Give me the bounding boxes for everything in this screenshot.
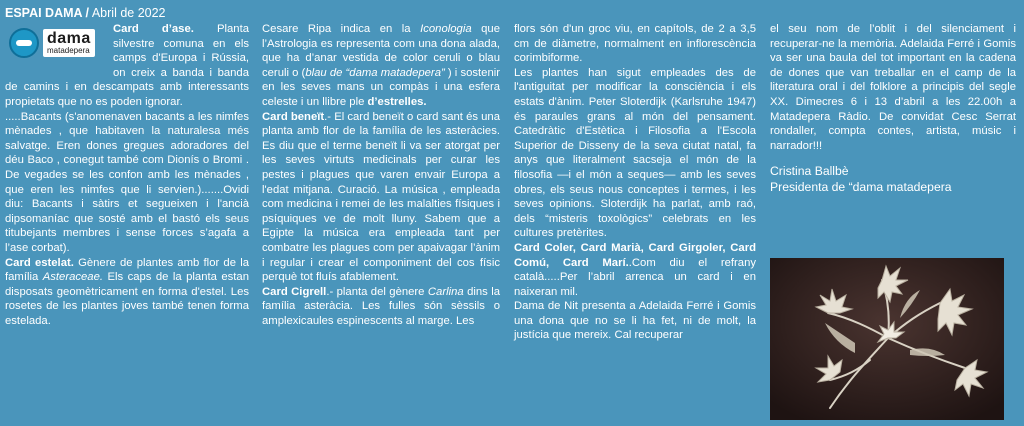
paragraph-flors: flors són d'un groc viu, en capítols, de 2 a 3,5 cm de diàmetre, normalment en inflorescència corimbiforme. xyxy=(514,23,756,65)
text-ripa-a: Cesare Ripa indica en la xyxy=(262,23,421,35)
text-iconologia: Iconologia xyxy=(420,23,472,35)
text-blau-dama: blau de “dama matadepera” xyxy=(305,66,445,79)
column-2 xyxy=(262,22,500,426)
column-1 xyxy=(5,6,249,426)
author-role: Presidenta de “dama matadepera xyxy=(770,180,952,195)
paragraph-card-beneit xyxy=(262,110,500,285)
term-card-coler: Card Coler, Card Marià, Card Girgoler, Card Comú, Card Marí. xyxy=(514,241,756,269)
text-card-dase: Planta silvestre comuna en els camps d'Europa i Rússia, on creix a banda i banda de camins i en descampats amb interessants propietats que no es poden ignorar. xyxy=(5,23,250,108)
paragraph-card-coler xyxy=(514,241,756,299)
text-card-beneit: .- El card beneït o card sant és una planta amb flor de la família de les asteràcies. Es diu que el terme beneït li va ser atorgat per les seves virtuts medicinals per curar les pestes i plagues que varen envair Europa a l'edat mitjana. Curació. La música , empleada com medicina i remei de les malalties físiques i psíquiques ve de molt lluny. Sabem que a Egipte la música era empleada tant per combatre les plagues com per apaivagar l’ànim i regular i crear el componiment del cos físic perquè tot fluís afablement. xyxy=(262,110,500,284)
column-3 xyxy=(514,22,756,426)
issue-date: Abril de 2022 xyxy=(91,6,166,20)
paragraph-sloterdijk: Les plantes han sigut empleades des de l'antiguitat per modificar la consciència i els estats d'ànim. Peter Sloterdijk (Karlsruhe 1947) és paraules grans al món del pensament. Catedràtic d'Estètica i Filosofia a l'Escola Superior de Disseny de la seva ciutat natal, fa anys que literalment sacseja el món de la filosofia —i el món a seques— amb les seves obres, els seus nous conceptes i termes, i les seves opinions. Sloterdijk ha parlat, amb raó, dels “misteris toxològics” celebrats en les cultures pretèrites. xyxy=(514,66,756,240)
paragraph-bacants: .....Bacants (s'anomenaven bacants a les nimfes mènades , que habitaven la naturalesa més salvatge. Eren dones gregues adoradores del déu Baco , conegut també com Dionís o Bromi . De vegades se les confon amb les mènades , que eren les nimfes que li servien.).......Ovidi diu: Bacants i sàtirs et segueixen i l'ancià dipsomaníac que sosté amb el bastó els seus titubejants membres i sense forces s’agafa a l’ase corbat). xyxy=(5,110,249,254)
text-carlina: Carlina xyxy=(427,285,464,298)
text-destrelles: d’estrelles. xyxy=(367,95,427,108)
dama-matadepera-logo xyxy=(9,26,105,60)
paragraph-card-estelat xyxy=(5,256,249,329)
text-refrany: .Com diu el refrany català.....Per l’abril arrenca un card i en naixeran mil. xyxy=(514,256,757,298)
paragraph-adelaida: el seu nom de l’oblit i del silenciament i recuperar-ne la memòria. Adelaida Ferré i Gomis va ser una baula del tot important en la cadena de dones que van treballar en el camp de la literatura oral i del folklore a principis del segle XX. Dimecres 6 i 13 d’abril a les 22.00h a Matadepera Ràdio. De convidat Cesc Serrat rondaller, compta contes, artista, músic i narrador!!! xyxy=(770,23,1016,152)
signature-block xyxy=(770,163,1016,195)
author-name: Cristina Ballbè xyxy=(770,164,849,179)
term-card-beneit: Card beneït xyxy=(262,110,325,123)
term-card-estelat: Card estelat. xyxy=(5,256,74,269)
term-card-dase: Card d’ase. xyxy=(113,23,194,35)
logo-mark-icon xyxy=(9,28,39,58)
logo-word-matadepera: matadepera xyxy=(47,46,90,55)
text-card-estelat-a: Gènere de plantes amb flor de la família xyxy=(5,256,249,284)
text-card-cigrell-a: .- planta del gènere xyxy=(326,285,428,298)
thistle-illustration-icon xyxy=(770,258,1004,420)
paragraph-card-cigrell xyxy=(262,285,500,329)
text-ripa-b: que l’Astrologia es representa com una dona alada, que ha d’anar vestida de color ceruli o blau ceruli o ( xyxy=(262,23,500,79)
paragraph-dama-de-nit: Dama de Nit presenta a Adelaida Ferré i Gomis una dona que no se li ha fet, ni de molt, la justícia que mereix. Cal recuperar xyxy=(514,300,756,342)
text-asteraceae: Asteraceae. xyxy=(42,271,104,284)
paragraph-ripa xyxy=(262,22,500,110)
section-title: ESPAI DAMA / xyxy=(5,6,90,20)
article-header xyxy=(5,6,249,21)
logo-wordmark xyxy=(43,29,95,57)
thistle-photo xyxy=(770,258,1004,420)
text-card-cigrell-b: dins la família asteràcia. Les fulles són sèssils o amplexicaules espinescents al marge. Les xyxy=(262,285,501,327)
logo-word-dama: dama xyxy=(47,30,91,47)
term-card-cigrell: Card Cigrell xyxy=(262,285,327,298)
text-ripa-c: ) i sostenir en les seves mans un compàs i una esfera celeste i un llibre ple xyxy=(262,66,500,108)
text-card-estelat-b: Els caps de la planta estan disposats geomètricament en forma d'estel. Les rosetes de les plantes joves també tenen forma estelada. xyxy=(5,271,249,327)
